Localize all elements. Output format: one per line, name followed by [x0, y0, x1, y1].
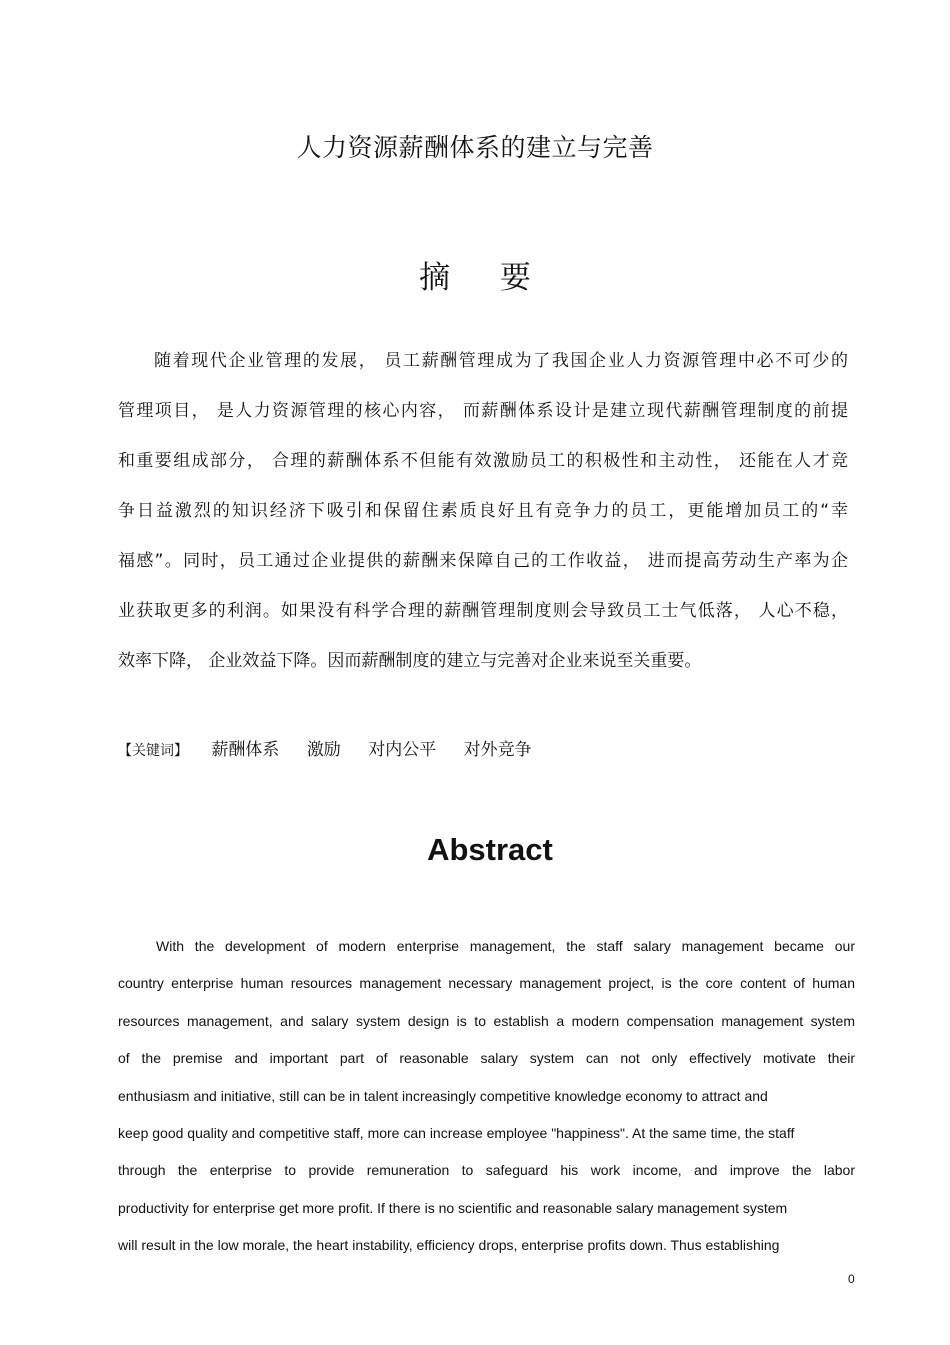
keyword: 激励 — [306, 740, 341, 760]
abstract-cn-line: 管理项目， 是人力资源管理的核心内容， 而薪酬体系设计是建立现代薪酬管理制度的前提 — [118, 401, 848, 421]
page-number: 0 — [848, 1272, 855, 1286]
abstract-en-line: keep good quality and competitive staff, more can increase employee "happiness". At the same time, the staff — [118, 1125, 795, 1142]
abstract-cn-line: 效率下降， 企业效益下降。因而薪酬制度的建立与完善对企业来说至关重要。 — [118, 651, 702, 671]
abstract-en-line: resources management, and salary system design is to establish a modern compensation management system — [118, 1012, 855, 1029]
abstract-cn-line: 业获取更多的利润。如果没有科学合理的薪酬管理制度则会导致员工士气低落， 人心不稳， — [118, 601, 848, 621]
abstract-cn-line: 争日益激烈的知识经济下吸引和保留住素质良好且有竞争力的员工，更能增加员工的“幸 — [118, 501, 848, 521]
keywords-label: 【关键词】 — [118, 743, 188, 759]
abstract-heading-en: Abstract — [427, 832, 553, 867]
abstract-cn-line: 和重要组成部分， 合理的薪酬体系不但能有效激励员工的积极性和主动性， 还能在人才竞 — [118, 451, 848, 471]
keyword: 薪酬体系 — [211, 740, 280, 760]
abstract-heading-cn: 摘 要 — [419, 260, 531, 296]
abstract-en-line: productivity for enterprise get more profit. If there is no scientific and reasonable salary management system — [118, 1199, 788, 1216]
abstract-cn-paragraph — [118, 336, 848, 686]
abstract-en-line: enthusiasm and initiative, still can be in talent increasingly competitive knowledge economy to attract and — [118, 1087, 768, 1104]
abstract-en-paragraph — [118, 928, 855, 1265]
document-title: 人力资源薪酬体系的建立与完善 — [296, 133, 654, 162]
abstract-en-line: through the enterprise to provide remuneration to safeguard his work income, and improve the labor — [118, 1162, 855, 1179]
abstract-en-line: will result in the low morale, the heart instability, efficiency drops, enterprise profits down. Thus establishing — [118, 1237, 780, 1254]
keywords-row — [118, 735, 554, 760]
keyword: 对外竞争 — [463, 740, 532, 760]
keyword: 对内公平 — [368, 740, 437, 760]
abstract-en-line: country enterprise human resources management necessary management project, is the core content of human — [118, 975, 855, 992]
abstract-en-line: of the premise and important part of reasonable salary system can not only effectively motivate their — [118, 1050, 855, 1067]
abstract-cn-line: 随着现代企业管理的发展， 员工薪酬管理成为了我国企业人力资源管理中必不可少的 — [154, 351, 848, 371]
abstract-cn-line: 福感”。同时，员工通过企业提供的薪酬来保障自己的工作收益， 进而提高劳动生产率为企 — [118, 551, 848, 571]
abstract-en-line: With the development of modern enterprise management, the staff salary management became our — [156, 938, 855, 954]
